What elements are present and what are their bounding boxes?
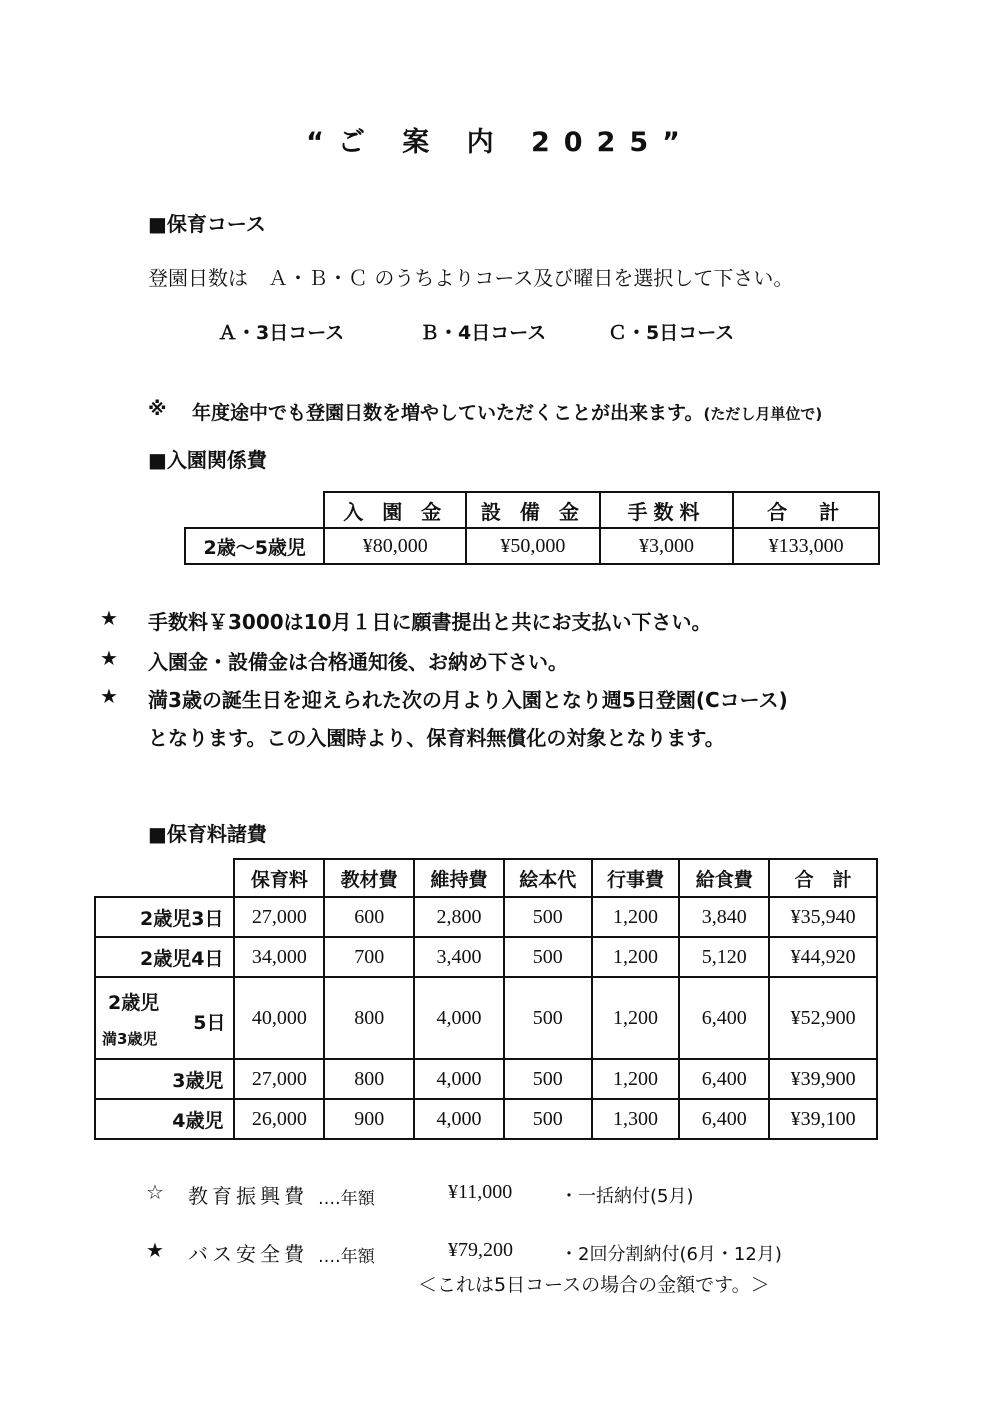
tuition-cell: 6,400 [679,1099,769,1139]
entry-value-fee: ¥3,000 [600,528,734,564]
table-row [95,1099,877,1139]
tuition-cell: 800 [324,1059,414,1099]
extra-payment-2: ・2回分割納付(6月・12月) [560,1244,782,1265]
extra-name-1: 教育振興費 [188,1184,308,1208]
entry-value-total: ¥133,000 [733,528,879,564]
tuition-cell: 600 [324,897,414,937]
tuition-col-events: 行事費 [592,859,680,897]
tuition-cell: 1,300 [592,1099,680,1139]
tuition-cell: 5,120 [679,937,769,977]
tuition-cell: 500 [504,897,592,937]
table-row [95,977,877,1059]
tuition-cell: 500 [504,1059,592,1099]
tuition-header-blank [95,859,234,897]
note-star-1: ★ [100,606,118,630]
entry-col-total: 合 計 [733,492,879,528]
tuition-cell: 4,000 [414,1059,504,1099]
tuition-row-label: 3歳児 [95,1059,234,1099]
tuition-table [94,858,878,1140]
table-row [95,937,877,977]
tuition-cell: 6,400 [679,1059,769,1099]
tuition-cell: 700 [324,937,414,977]
tuition-cell: 1,200 [592,937,680,977]
tuition-cell-total: ¥39,100 [769,1099,877,1139]
note-text-1: 手数料￥3000は10月１日に願書提出と共にお支払い下さい。 [148,610,712,634]
tuition-cell: 1,200 [592,897,680,937]
extra-dots-2: ‥‥年額 [318,1247,375,1267]
extra-dots-1: ‥‥年額 [318,1189,375,1209]
note-text-4: となります。この入園時より、保育料無償化の対象となります。 [148,726,725,750]
tuition-col-childcare: 保育料 [234,859,324,897]
tuition-col-lunch: 給食費 [679,859,769,897]
course-note-small: (ただし月単位で) [703,405,823,423]
extra-mark-1: ☆ [146,1180,164,1204]
tuition-cell: 1,200 [592,977,680,1059]
tuition-cell-total: ¥39,900 [769,1059,877,1099]
page-title: “ご 案 内 2025” [306,127,694,158]
note-star-3: ★ [100,684,118,708]
tuition-cell: 3,840 [679,897,769,937]
tuition-row-label: 2歳児4日 [95,937,234,977]
tuition-cell: 500 [504,977,592,1059]
extra-mark-2: ★ [146,1238,164,1262]
tuition-cell-total: ¥44,920 [769,937,877,977]
tuition-col-total: 合 計 [769,859,877,897]
entry-col-fee: 手数料 [600,492,734,528]
tuition-col-maintenance: 維持費 [414,859,504,897]
entry-col-facility: 設 備 金 [466,492,600,528]
entry-header-blank [185,492,324,528]
extra-amount-2: ¥79,200 [448,1239,513,1261]
tuition-row-label-main: 2歳児 [108,992,160,1014]
tuition-cell: 500 [504,937,592,977]
entry-col-admission: 入 園 金 [324,492,466,528]
course-heading: ■保育コース [148,212,266,236]
tuition-row-label-5day [95,977,234,1059]
tuition-cell: 26,000 [234,1099,324,1139]
entry-heading: ■入園関係費 [148,448,267,472]
tuition-cell-total: ¥52,900 [769,977,877,1059]
tuition-cell: 2,800 [414,897,504,937]
tuition-row-label: 4歳児 [95,1099,234,1139]
tuition-cell: 1,200 [592,1059,680,1099]
tuition-row-label-sub: 満3歳児 [102,1030,158,1048]
note-star-2: ★ [100,646,118,670]
entry-fee-table [184,491,880,565]
course-intro: 登園日数は Ａ・Ｂ・Ｃ のうちよりコース及び曜日を選択して下さい。 [148,266,794,290]
table-row [95,897,877,937]
tuition-cell: 3,400 [414,937,504,977]
course-note-text: 年度途中でも登園日数を増やしていただくことが出来ます。 [192,402,704,424]
tuition-row-label: 2歳児3日 [95,897,234,937]
table-row [95,1059,877,1099]
tuition-cell-total: ¥35,940 [769,897,877,937]
tuition-col-picturebook: 絵本代 [504,859,592,897]
course-option-c: Ｃ・5日コース [608,322,735,344]
tuition-cell: 27,000 [234,897,324,937]
extra-amount-1: ¥11,000 [448,1181,513,1203]
tuition-cell: 27,000 [234,1059,324,1099]
tuition-cell: 34,000 [234,937,324,977]
entry-value-facility: ¥50,000 [466,528,600,564]
note-text-3: 満3歳の誕生日を迎えられた次の月より入園となり週5日登園(Cコース) [148,688,788,712]
tuition-cell: 4,000 [414,1099,504,1139]
tuition-heading: ■保育料諸費 [148,822,267,846]
note-text-2: 入園金・設備金は合格通知後、お納め下さい。 [148,650,568,674]
course-note [192,398,822,425]
course-note-mark: ※ [148,398,167,420]
tuition-cell: 800 [324,977,414,1059]
tuition-cell: 900 [324,1099,414,1139]
tuition-col-materials: 教材費 [324,859,414,897]
tuition-cell: 500 [504,1099,592,1139]
tuition-cell: 4,000 [414,977,504,1059]
tuition-cell: 40,000 [234,977,324,1059]
tuition-cell: 6,400 [679,977,769,1059]
course-option-a: Ａ・3日コース [218,322,345,344]
entry-row-label: 2歳～5歳児 [185,528,324,564]
footnote: ＜これは5日コースの場合の金額です。＞ [418,1274,770,1296]
tuition-row-label-day: 5日 [193,1012,226,1034]
course-option-b: Ｂ・4日コース [420,322,547,344]
extra-name-2: バス安全費 [188,1242,308,1266]
entry-value-admission: ¥80,000 [324,528,466,564]
extra-payment-1: ・一括納付(5月) [560,1186,694,1207]
